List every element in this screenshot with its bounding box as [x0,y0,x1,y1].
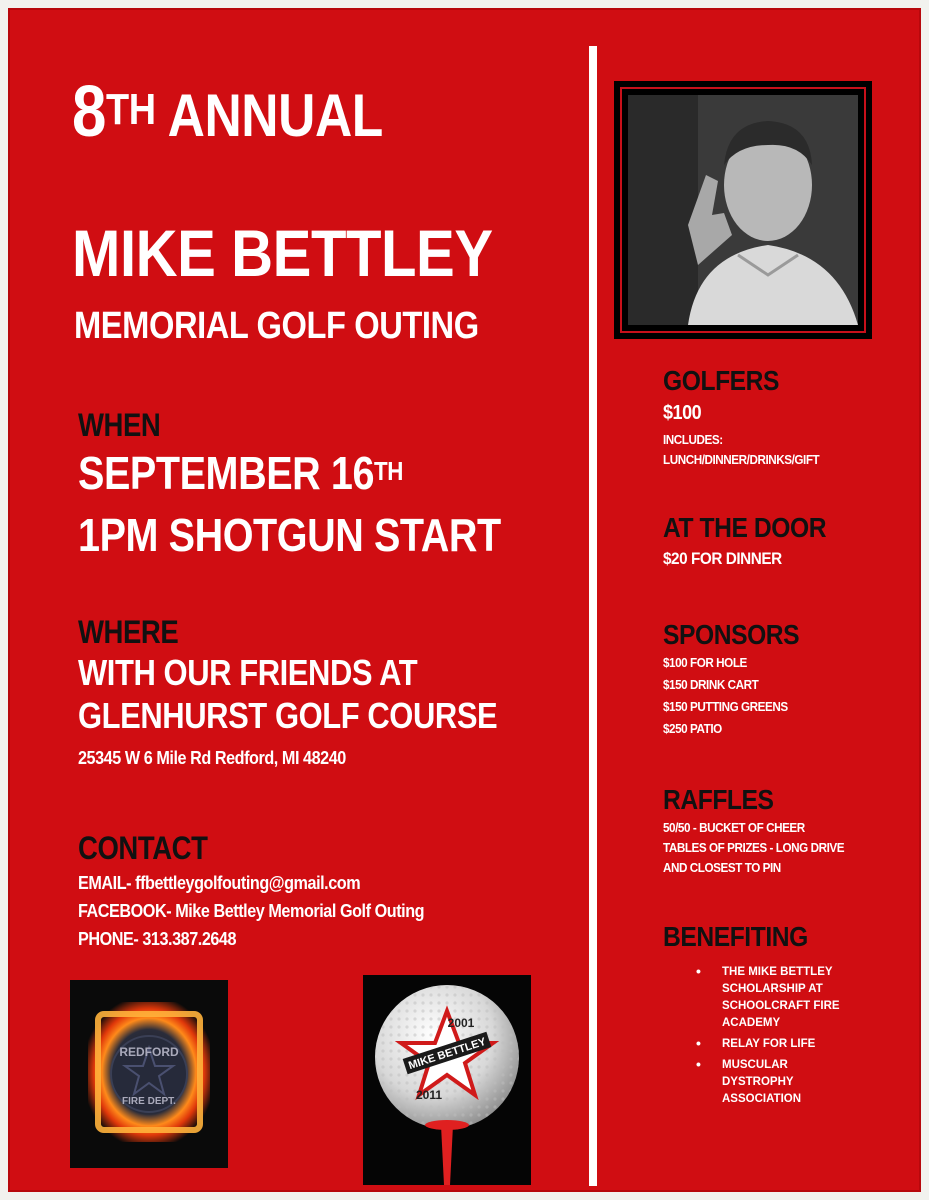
venue-line-1: WITH OUR FRIENDS AT [78,652,418,693]
bullet-icon: • [696,1035,701,1051]
benefiting-heading: BENEFITING [663,921,808,952]
benefiting-item: • MUSCULAR DYSTROPHY ASSOCIATION [696,1056,802,1105]
sponsors-heading: SPONSORS [663,619,800,650]
benefiting-item: • THE MIKE BETTLEY SCHOLARSHIP AT SCHOOLCRAFT FIRE ACADEMY [696,963,840,1029]
honoree-name: MIKE BETTLEY [72,216,493,290]
when-heading: WHEN [78,407,161,443]
event-subtitle: MEMORIAL GOLF OUTING [74,305,479,347]
event-date-text: SEPTEMBER 16 [78,447,375,499]
raffle-item: 50/50 - BUCKET OF CHEER [663,820,805,835]
where-heading: WHERE [78,614,179,650]
venue-address: 25345 W 6 Mile Rd Redford, MI 48240 [78,748,346,768]
flyer [8,8,921,1192]
fire-emblem-icon [70,980,228,1168]
contact-facebook[interactable]: FACEBOOK- Mike Bettley Memorial Golf Outing [78,901,425,921]
door-heading: AT THE DOOR [663,512,827,543]
event-date [78,448,403,498]
golf-ball-icon [363,975,531,1185]
bullet-icon: • [696,1056,701,1072]
sponsor-item: $250 PATIO [663,721,722,736]
benefiting-list [680,964,860,1112]
portrait-icon [628,95,858,325]
contact-email[interactable]: EMAIL- ffbettleygolfouting@gmail.com [78,873,361,893]
venue-line-2: GLENHURST GOLF COURSE [78,695,498,736]
golfers-heading: GOLFERS [663,365,780,396]
event-time: 1PM SHOTGUN START [78,509,501,561]
contact-heading: CONTACT [78,830,208,866]
memorial-photo-frame [614,81,872,339]
event-edition-heading [72,72,383,152]
column-divider [589,46,597,1186]
golf-ball-logo [363,975,531,1185]
golfers-includes-items: LUNCH/DINNER/DRINKS/GIFT [663,452,820,467]
memorial-photo [628,95,858,325]
edition-suffix: TH [106,85,156,134]
contact-phone[interactable]: PHONE- 313.387.2648 [78,929,237,949]
annual-word: ANNUAL [167,82,383,149]
golfers-includes-label: INCLUDES: [663,432,723,447]
ball-logo-year-top: 2001 [447,1016,475,1030]
sponsor-item: $100 FOR HOLE [663,655,747,670]
benefiting-item: • RELAY FOR LIFE [696,1035,816,1051]
edition-number: 8 [72,72,107,152]
door-price: $20 FOR DINNER [663,549,782,568]
raffle-item: AND CLOSEST TO PIN [663,860,781,875]
fire-logo-bottom-text: FIRE DEPT. [122,1096,176,1107]
sponsor-item: $150 DRINK CART [663,677,759,692]
ball-logo-year-bottom: 2011 [415,1088,443,1102]
ball-logo-name: MIKE BETTLEY [407,1035,488,1073]
fire-logo-top-text: REDFORD [119,1045,179,1059]
redford-fire-logo [70,980,228,1168]
bullet-icon: • [696,963,701,979]
golfers-price: $100 [663,402,702,424]
raffle-item: TABLES OF PRIZES - LONG DRIVE [663,840,845,855]
event-date-suffix: TH [374,456,403,486]
sponsor-item: $150 PUTTING GREENS [663,699,788,714]
raffles-heading: RAFFLES [663,784,774,815]
